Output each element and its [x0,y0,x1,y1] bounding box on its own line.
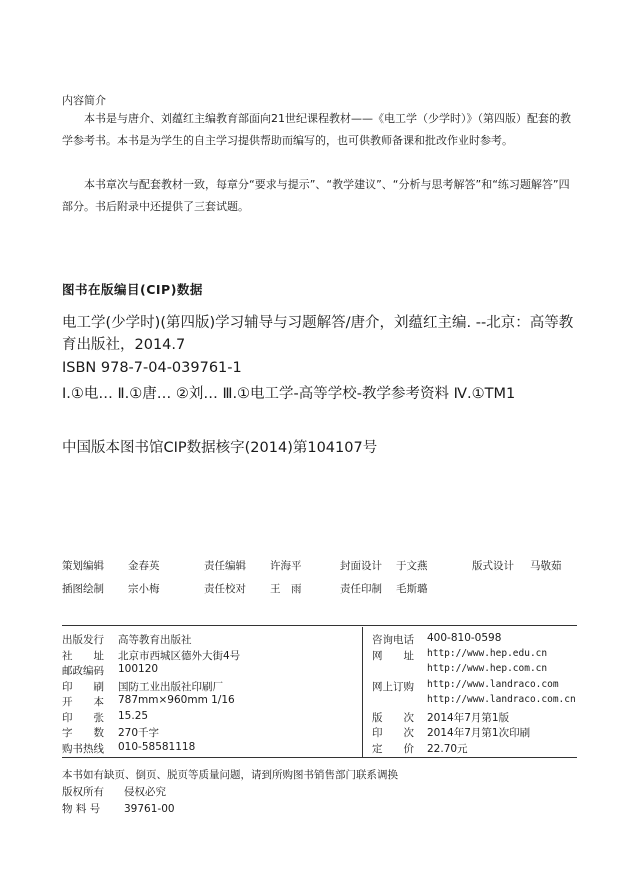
publication-row [372,663,577,679]
publication-row [372,710,577,726]
publication-row [62,725,352,741]
pub-label: 社 址 [62,649,104,662]
publication-row [372,648,577,664]
footer-label: 物 料 号 [62,803,101,815]
staff-name: 宗小梅 [128,583,160,595]
publication-row [62,710,352,726]
staff-label: 版式设计 [472,560,514,572]
publication-row [62,741,352,757]
pub-label: 字 数 [62,727,104,739]
staff-name: 王 雨 [270,583,302,595]
staff-name: 许海平 [270,560,302,572]
pub-label: 定 价 [372,742,414,755]
pub-value: 15.25 [118,709,149,722]
pub-value: 270千字 [118,727,160,739]
intro-paragraph-2: 本书章次与配套教材一致，每章分“要求与提示”、“教学建议”、“分析与思考解答”和“练习题解答”四部分。书后附录中还提供了三套试题。 [62,178,570,213]
publication-row [372,632,577,648]
website-link[interactable]: http://www.hep.edu.cn [427,647,548,659]
order-link[interactable]: http://www.landraco.com [427,678,559,690]
publication-info-right [372,632,577,756]
publication-row [372,725,577,741]
publication-divider [362,627,363,757]
staff-label: 责任校对 [204,583,246,595]
staff-name: 于文燕 [396,560,428,572]
website-link[interactable]: http://www.hep.com.cn [427,663,548,674]
pub-value: 787mm×960mm 1/16 [118,694,235,706]
pub-value: 010-58581118 [118,740,196,753]
cip-classification: Ⅰ.①电… Ⅱ.①唐… ②刘… Ⅲ.①电工学-高等学校-教学参考资料 Ⅳ.①TM1 [62,386,516,402]
pub-label: 咨询电话 [372,634,414,646]
publication-row [62,679,352,695]
publication-row [372,694,577,710]
pub-value: 22.70元 [427,742,468,755]
publication-bottom-rule [62,757,577,758]
staff-label: 策划编辑 [62,560,104,572]
pub-label: 版 次 [372,711,414,724]
publication-row [62,694,352,710]
pub-label: 购书热线 [62,742,104,755]
intro-title: 内容简介 [62,94,106,107]
staff-label: 插图绘制 [62,583,104,595]
pub-value: 国防工业出版社印刷厂 [118,680,223,693]
pub-value: 北京市西城区德外大街4号 [118,649,241,662]
staff-label: 封面设计 [340,560,382,572]
footer-notice: 本书如有缺页、倒页、脱页等质量问题，请到所购图书销售部门联系调换 [62,769,398,781]
publication-row [372,741,577,757]
pub-label: 开 本 [62,696,104,708]
staff-label: 责任编辑 [204,560,246,572]
pub-label: 邮政编码 [62,665,104,677]
cip-record-text: 电工学(少学时)(第四版)学习辅导与习题解答/唐介，刘蕴红主编. --北京：高等教育出版社，2014.7 [62,315,574,353]
publication-row [372,679,577,695]
pub-label: 网上订购 [372,680,414,693]
order-link[interactable]: http://www.landraco.com.cn [427,694,576,705]
publication-top-rule [62,625,577,626]
footer-value: 39761-00 [124,803,175,815]
publication-row [62,648,352,664]
pub-value: 2014年7月第1版 [427,711,510,724]
pub-label: 网 址 [372,649,414,662]
footer-value: 侵权必究 [124,786,166,798]
publication-row [62,632,352,648]
cip-number: 中国版本图书馆CIP数据核字(2014)第104107号 [62,440,378,456]
staff-row-2 [62,581,577,597]
intro-paragraph-1: 本书是与唐介、刘蕴红主编教育部面向21世纪课程教材——《电工学（少学时）》（第四版）配套的教学参考书。本书是为学生的自主学习提供帮助而编写的，也可供教师备课和批改作业时参考。 [62,112,571,147]
pub-label: 印 刷 [62,680,104,693]
pub-value: 400-810-0598 [427,632,502,644]
staff-row-1 [62,558,577,574]
pub-value: 100120 [118,663,159,675]
pub-label: 印 张 [62,711,104,724]
footer-material [62,801,398,818]
publication-info-left [62,632,352,756]
footer-label: 版权所有 [62,786,104,798]
pub-label: 出版发行 [62,634,104,646]
pub-value: 2014年7月第1次印刷 [427,727,531,739]
cip-heading: 图书在版编目(CIP)数据 [62,282,203,297]
footer-rights [62,784,398,801]
publication-row [62,663,352,679]
staff-name: 金春英 [128,560,160,572]
cip-isbn: ISBN 978-7-04-039761-1 [62,360,242,376]
staff-label: 责任印制 [340,583,382,595]
staff-name: 马敬茹 [530,560,562,572]
staff-name: 毛斯璐 [396,583,428,595]
pub-label: 印 次 [372,727,414,739]
footer [62,767,398,818]
pub-value: 高等教育出版社 [118,634,192,646]
cip-record [62,312,577,380]
